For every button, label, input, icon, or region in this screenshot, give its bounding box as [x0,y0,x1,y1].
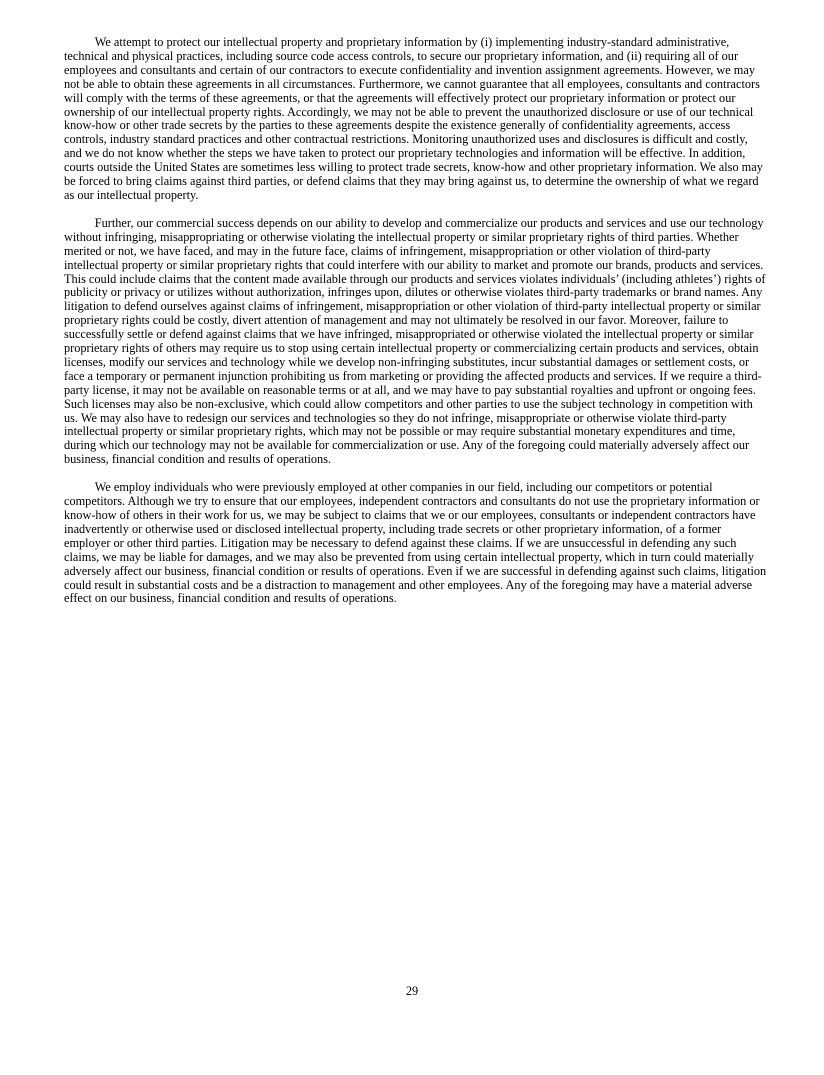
document-page [64,36,767,620]
paragraph-text: We attempt to protect our intellectual property and proprietary information by (i) implementing industry-standard administrative, technical and physical practices, including source code access controls, to secure our proprietary information, and (ii) requiring all of our employees and consultants and certain of our contractors to execute confidentiality and invention assignment agreements. However, we may not be able to obtain these agreements in all circumstances. Furthermore, we cannot guarantee that all employees, consultants and contractors will comply with the terms of these agreements, or that the agreements will effectively protect our proprietary information or protect our ownership of our intellectual property rights. Accordingly, we may not be able to prevent the unauthorized disclosure or use of our technical know-how or other trade secrets by the parties to these agreements despite the existence generally of confidentiality agreements, access controls, industry standard practices and other contractual restrictions. Monitoring unauthorized uses and disclosures is difficult and costly, and we do not know whether the steps we have taken to protect our proprietary technologies and information will be effective. In addition, courts outside the United States are sometimes less willing to protect trade secrets, know-how and other proprietary information. We also may be forced to bring claims against third parties, or defend claims that they may bring against us, to determine the ownership of what we regard as our intellectual property. [64,35,763,202]
page-number: 29 [405,984,419,998]
paragraph-text: Further, our commercial success depends on our ability to develop and commercialize our products and services and use our technology without infringing, misappropriating or otherwise violating the intellectual property or similar proprietary rights of third parties. Whether merited or not, we have faced, and may in the future face, claims of infringement, misappropriation or other violation of third-party intellectual property or similar proprietary rights that could interfere with our ability to market and promote our brands, products and services. This could include claims that the content made available through our products and services violates individuals’ (including athletes’) rights of publicity or privacy or utilizes without authorization, infringes upon, dilutes or otherwise violates third-party trademarks or brand names. Any litigation to defend ourselves against claims of infringement, misappropriation or other violation of third-party intellectual property or similar proprietary rights could be costly, divert attention of management and may not ultimately be resolved in our favor. Moreover, failure to successfully settle or defend against claims that we have infringed, misappropriated or otherwise violated the intellectual property or similar proprietary rights of others may require us to stop using certain intellectual property or commercializing certain products and services, obtain licenses, modify our services and technology while we develop non-infringing substitutes, incur substantial damages or settlement costs, or face a temporary or permanent injunction prohibiting us from marketing or providing the affected products and services. If we require a third-party license, it may not be available on reasonable terms or at all, and we may have to pay substantial royalties and upfront or ongoing fees. Such licenses may also be non-exclusive, which could allow competitors and other parties to use the subject technology in competition with us. We may also have to redesign our services and technologies so they do not infringe, misappropriate or otherwise violate third-party intellectual property or similar proprietary rights, which may not be possible or may require substantial monetary expenditures and time, during which our technology may not be available for commercialization or use. Any of the foregoing could materially adversely affect our business, financial condition and results of operations. [64,215,766,467]
paragraph-infringement-claims [64,217,767,467]
paragraph-former-employers [64,481,767,606]
paragraph-text: We employ individuals who were previously employed at other companies in our field, including our competitors or potential competitors. Although we try to ensure that our employees, independent contractors and consultants do not use the proprietary information or know-how of others in their work for us, we may be subject to claims that we or our employees, consultants or independent contractors have inadvertently or otherwise used or disclosed intellectual property, including trade secrets or other proprietary information, of a former employer or other third parties. Litigation may be necessary to defend against these claims. If we are unsuccessful in defending any such claims, we may be liable for damages, and we may also be prevented from using certain intellectual property, which in turn could materially adversely affect our business, financial condition or results of operations. Even if we are successful in defending against such claims, litigation could result in substantial costs and be a distraction to management and other employees. Any of the foregoing may have a material adverse effect on our business, financial condition and results of operations. [64,480,767,606]
paragraph-trade-secrets [64,36,767,203]
